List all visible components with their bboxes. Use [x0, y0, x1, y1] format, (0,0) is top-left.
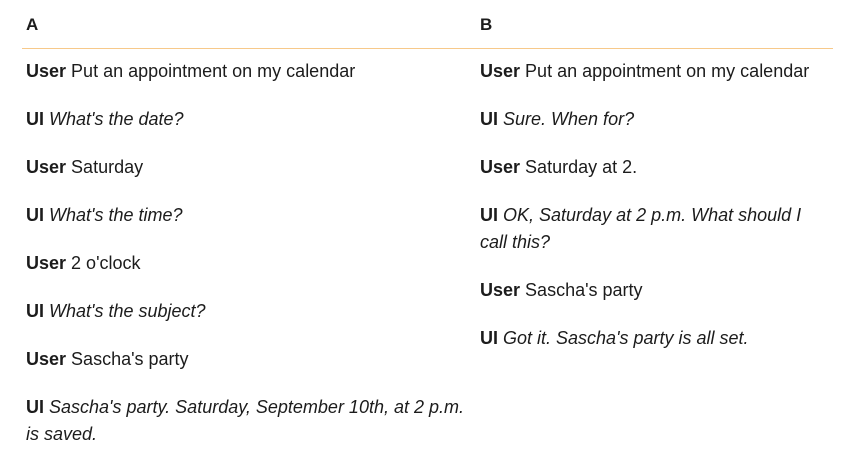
column-b-dialogue: [480, 58, 825, 373]
ui-response-text: Sascha's party. Saturday, September 10th, at 2 p.m. is saved.: [26, 397, 464, 444]
dialogue-turn-ui: [26, 106, 466, 133]
column-a-dialogue: [26, 58, 466, 469]
speaker-label: UI: [26, 205, 44, 225]
dialogue-turn-user: [480, 58, 825, 85]
ui-response-text: What's the date?: [49, 109, 184, 129]
speaker-label: UI: [480, 328, 498, 348]
speaker-label: User: [480, 61, 521, 81]
dialogue-turn-user: [26, 346, 466, 373]
column-b-header: B: [480, 15, 493, 34]
ui-response-text: Sure. When for?: [503, 109, 635, 129]
dialogue-turn-ui: [26, 298, 466, 325]
user-utterance-text: Put an appointment on my calendar: [71, 61, 356, 81]
column-b: [480, 0, 825, 348]
speaker-label: User: [26, 349, 67, 369]
speaker-label: User: [26, 157, 67, 177]
ui-response-text: OK, Saturday at 2 p.m. What should I call this?: [480, 205, 802, 252]
dialogue-turn-ui: [26, 394, 466, 448]
user-utterance-text: Sascha's party: [525, 280, 643, 300]
speaker-label: UI: [26, 109, 44, 129]
speaker-label: UI: [480, 205, 498, 225]
dialogue-turn-ui: [480, 202, 825, 256]
column-a: [26, 0, 466, 444]
speaker-label: User: [480, 280, 521, 300]
ui-response-text: Got it. Sascha's party is all set.: [503, 328, 749, 348]
dialogue-turn-user: [26, 250, 466, 277]
ui-response-text: What's the subject?: [49, 301, 206, 321]
speaker-label: UI: [480, 109, 498, 129]
dialogue-turn-user: [480, 154, 825, 181]
dialogue-turn-user: [26, 154, 466, 181]
column-a-header: A: [26, 15, 39, 34]
user-utterance-text: Put an appointment on my calendar: [525, 61, 810, 81]
ui-response-text: What's the time?: [49, 205, 183, 225]
user-utterance-text: 2 o'clock: [71, 253, 141, 273]
user-utterance-text: Saturday at 2.: [525, 157, 638, 177]
speaker-label: UI: [26, 397, 44, 417]
speaker-label: UI: [26, 301, 44, 321]
speaker-label: User: [480, 157, 521, 177]
dialogue-turn-user: [26, 58, 466, 85]
dialogue-turn-ui: [26, 202, 466, 229]
dialogue-turn-user: [480, 277, 825, 304]
speaker-label: User: [26, 253, 67, 273]
speaker-label: User: [26, 61, 67, 81]
user-utterance-text: Saturday: [71, 157, 144, 177]
user-utterance-text: Sascha's party: [71, 349, 189, 369]
dialogue-turn-ui: [480, 325, 825, 352]
dialogue-turn-ui: [480, 106, 825, 133]
